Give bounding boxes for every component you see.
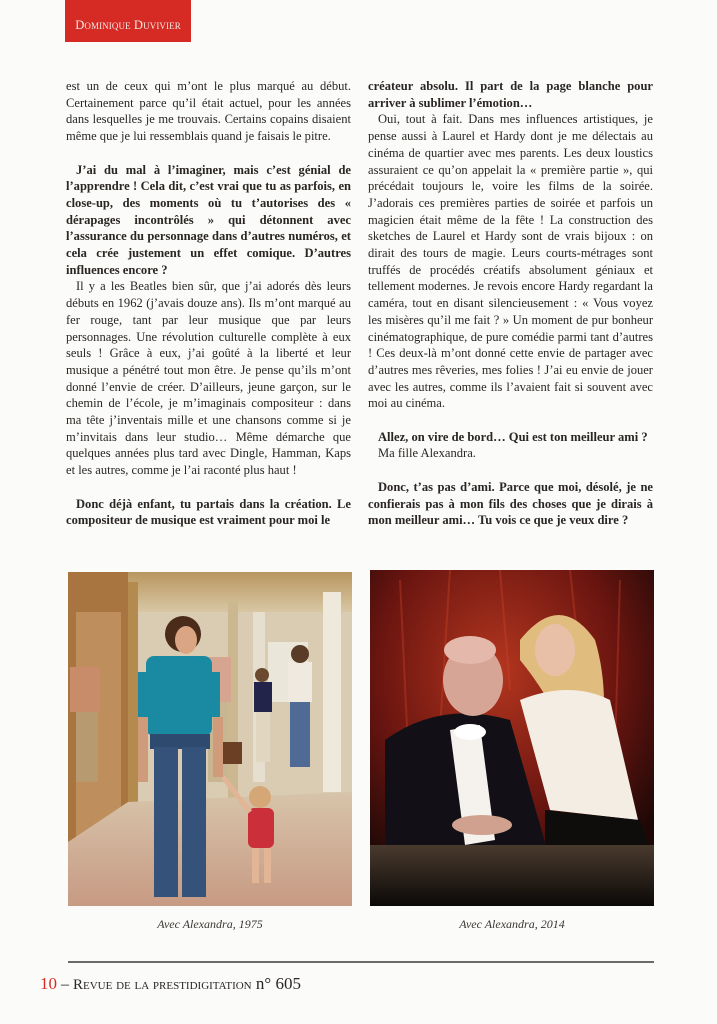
answer-paragraph: est un de ceux qui m’ont le plus marqué au début. Certainement parce qu’il était actuel, pour les années dans lesquelles je me trouvais. Certains copains disaient même que je lui ressemblais quand je faisais le pitre. [66,79,351,144]
page-footer [40,974,301,994]
author-header-banner [65,0,191,42]
answer-paragraph: Ma fille Alexandra. [378,446,476,461]
footer-divider [68,961,654,963]
answer-paragraph: Il y a les Beatles bien sûr, que j’ai adorés dès leurs débuts en 1962 (j’avais douze ans). Ils m’ont marqué au fer rouge, tant par leur musique que par leurs personnages. Une révolution culturelle complète à eux seuls ! Grâce à eux, j’ai goûté à la liberté et leur musique a pénétré tout mon être. Je pense qu’ils m’ont donné l’envie de créer. D’ailleurs, jeune garçon, sur le chemin de l’école, je m’imaginais compositeur : dans ma tête j’inventais mille et une chansons comme si je m’invitais dans leur studio… Même démarche que quelques années plus tard avec Dingle, Hamman, Kaps et les autres, comme je l’ai raconté plus haut ! [66,279,351,478]
page-number: 10 [40,974,57,993]
question-paragraph: J’ai du mal à l’imaginer, mais c’est génial de l’apprendre ! Cela dit, c’est vrai que tu as parfois, en close-up, des moments où tu t’autorises des « dérapages incontrôlés » qui détonnent avec l’assurance du personnage dans d’autres numéros, et cela crée justement un effet comique. D’autres influences encore ? [66,162,351,277]
answer-paragraph: Oui, tout à fait. Dans mes influences artistiques, je pense aussi à Laurel et Hardy dont je me délectais au cinéma de quartier avec mes parents. Les deux loustics assuraient ce qu’on appelait la « première partie », qui précédait toujours le, voire les films de la soirée. J’adorais ces premières parties de soirée et parfois un magicien était même de la fête ! La construction des sketches de Laurel et Hardy sont de vrais bijoux : on dirait des tours de magie. Leurs courts-métrages sont truffés de procédés créatifs absolument géniaux et tellement modernes. Je revois encore Hardy regardant la caméra, tout en disant silencieusement : « Vous voyez les misères qu’il me fait ? » Un moment de pur bonheur cinématographique, de pure comédie parmi tant d’autres ! Ces deux-là m’ont donné cette envie de partager avec d’autres mes rêveries, mes folies ! J’ai eu envie de jouer avec les autres, comme ils l’avaient fait si souvent avec moi au cinéma. [368,112,653,411]
photo-1975-illustration [68,572,352,906]
text-column-left [66,78,351,529]
photo-2014-illustration [370,570,654,906]
question-paragraph: Donc déjà enfant, tu partais dans la création. Le compositeur de musique est vraiment pour moi le [66,496,351,528]
photo-caption: Avec Alexandra, 2014 [459,917,565,931]
author-name: Dominique Duvivier [75,18,181,32]
question-paragraph: créateur absolu. Il part de la page blanche pour arriver à sublimer l’émotion… [368,79,653,110]
photo-caption: Avec Alexandra, 1975 [157,917,263,931]
question-paragraph: Donc, t’as pas d’ami. Parce que moi, désolé, je ne confierais pas à mon fils des choses que je dirais à mon meilleur ami… Tu vois ce que je veux dire ? [368,479,653,528]
issue-number: n° 605 [251,974,301,993]
text-column-right [368,78,653,529]
photo-2014 [370,570,654,906]
photo-1975 [68,572,352,906]
question-paragraph: Allez, on vire de bord… Qui est ton meilleur ami ? [378,429,648,444]
footer-separator: – [57,976,73,993]
publication-title: Revue de la prestidigitation [73,977,252,993]
